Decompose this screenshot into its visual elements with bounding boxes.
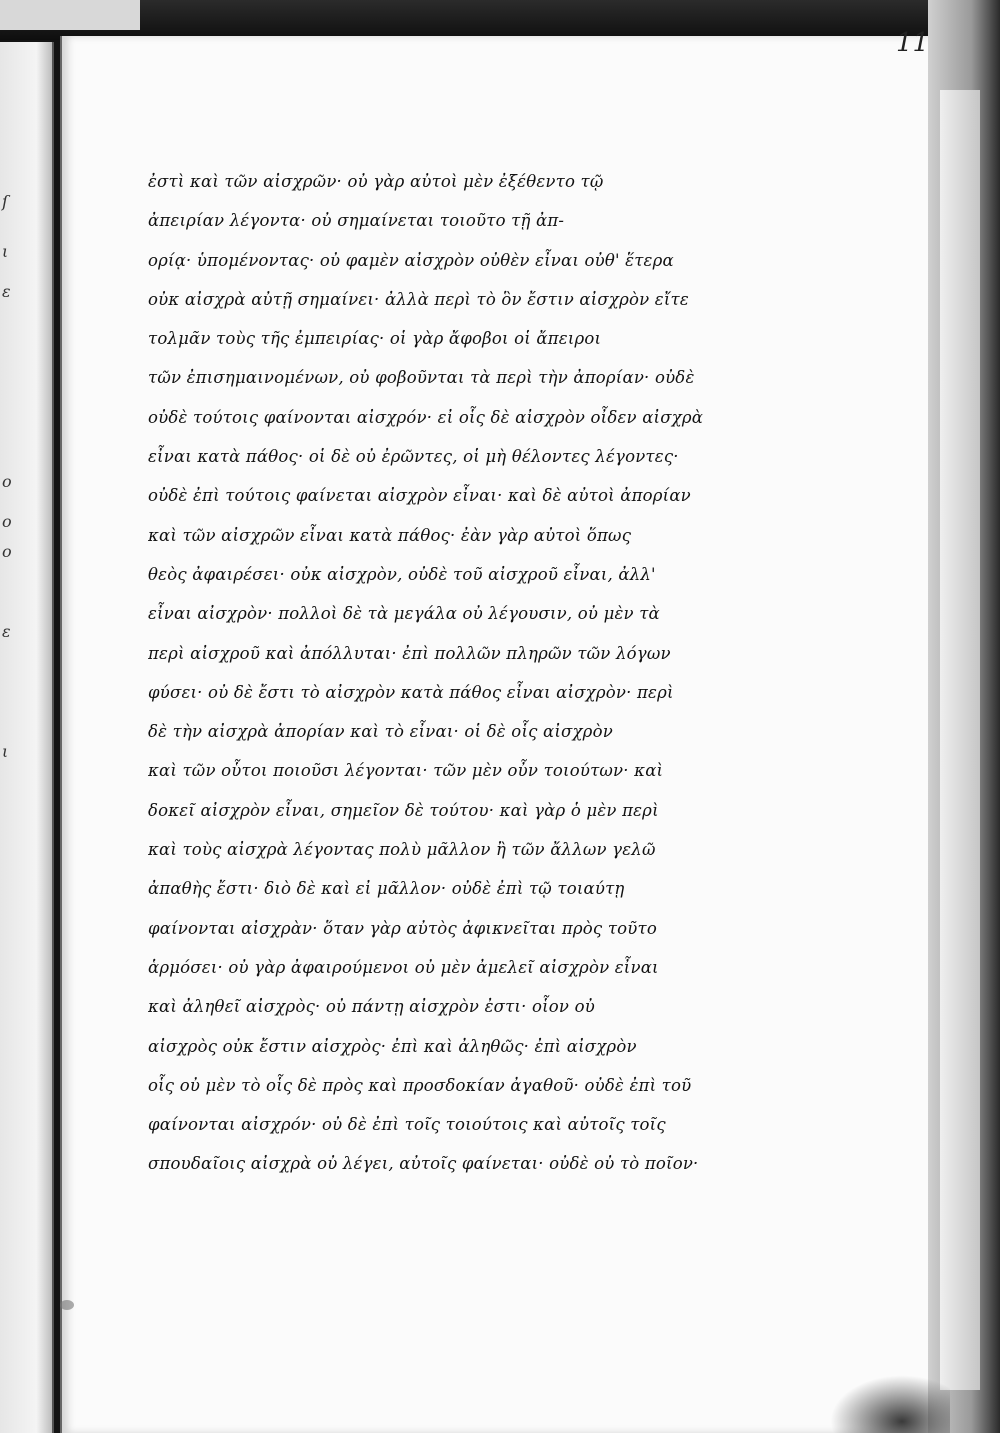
thumb-shadow — [830, 1375, 950, 1433]
margin-mark: ε — [2, 282, 11, 301]
text-line: ἐστὶ καὶ τῶν αἰσχρῶν· οὐ γὰρ αὐτοὶ μὲν ἐξέθεντο τῷ — [148, 172, 604, 191]
book-spine-top — [0, 0, 1000, 40]
book-edge-light — [0, 0, 140, 30]
margin-mark: ι — [2, 242, 9, 261]
text-line: οἷς οὐ μὲν τὸ οἷς δὲ πρὸς καὶ προσδοκίαν ἀγαθοῦ· οὐδὲ ἐπὶ τοῦ — [148, 1075, 692, 1095]
margin-mark: ε — [2, 622, 11, 641]
text-line: τολμᾶν τοὺς τῆς ἐμπειρίας· οἱ γὰρ ἄφοβοι οἱ ἄπειροι — [148, 329, 602, 349]
text-line: ἁρμόσει· οὐ γὰρ ἀφαιρούμενοι οὐ μὲν ἀμελεῖ αἰσχρὸν εἶναι — [148, 957, 659, 977]
text-line: φύσει· οὐ δὲ ἔστι τὸ αἰσχρὸν κατὰ πάθος εἶναι αἰσχρὸν· περὶ — [148, 682, 674, 702]
text-line: καὶ ἀληθεῖ αἰσχρὸς· οὐ πάντῃ αἰσχρὸν ἐστι· οἷον οὐ — [148, 997, 595, 1017]
margin-mark: ſ — [2, 192, 8, 211]
paper-speck — [60, 1300, 74, 1310]
folio-number: 11 — [896, 28, 930, 58]
page-stack-highlight — [940, 90, 980, 1390]
text-line: ἀπειρίαν λέγοντα· οὐ σημαίνεται τοιοῦτο τῇ ἀπ- — [148, 211, 565, 231]
margin-mark: ο — [2, 542, 12, 561]
text-line: φαίνονται αἰσχρόν· οὐ δὲ ἐπὶ τοῖς τοιούτοις καὶ αὐτοῖς τοῖς — [148, 1115, 666, 1135]
text-line: εἶναι κατὰ πάθος· οἱ δὲ οὐ ἐρῶντες, οἱ μὴ θέλοντες λέγοντες· — [148, 447, 679, 467]
text-line: καὶ τῶν οὗτοι ποιοῦσι λέγονται· τῶν μὲν οὖν τοιούτων· καὶ — [148, 761, 664, 781]
manuscript-text — [148, 162, 748, 1184]
text-line: θεὸς ἀφαιρέσει· οὐκ αἰσχρὸν, οὐδὲ τοῦ αἰσχροῦ εἶναι, ἀλλ' — [148, 564, 656, 584]
text-line: καὶ τοὺς αἰσχρὰ λέγοντας πολὺ μᾶλλον ἢ τῶν ἄλλων γελῶ — [148, 840, 656, 860]
text-line: οὐκ αἰσχρὰ αὐτῇ σημαίνει· ἀλλὰ περὶ τὸ ὃν ἔστιν αἰσχρὸν εἴτε — [148, 289, 689, 309]
text-line: ορίᾳ· ὑπομένοντας· οὐ φαμὲν αἰσχρὸν οὐθὲν εἶναι οὐθ' ἕτερα — [148, 250, 674, 270]
text-line: σπουδαῖοις αἰσχρὰ οὐ λέγει, αὐτοῖς φαίνεται· οὐδὲ οὐ τὸ ποῖον· — [148, 1154, 699, 1174]
text-line: δοκεῖ αἰσχρὸν εἶναι, σημεῖον δὲ τούτου· καὶ γὰρ ὁ μὲν περὶ — [148, 800, 659, 820]
margin-mark: ι — [2, 742, 9, 761]
text-line: δὲ τὴν αἰσχρὰ ἀπορίαν καὶ τὸ εἶναι· οἱ δὲ οἷς αἰσχρὸν — [148, 722, 613, 742]
text-line: ἀπαθὴς ἔστι· διὸ δὲ καὶ εἰ μᾶλλον· οὐδὲ ἐπὶ τῷ τοιαύτῃ — [148, 879, 625, 899]
facing-page-edge — [0, 42, 54, 1433]
text-line: τῶν ἐπισημαινομένων, οὐ φοβοῦνται τὰ περὶ τὴν ἀπορίαν· οὐδὲ — [148, 368, 695, 388]
text-line: αἰσχρὸς οὐκ ἔστιν αἰσχρὸς· ἐπὶ καὶ ἀληθῶς· ἐπὶ αἰσχρὸν — [148, 1036, 637, 1056]
text-line: φαίνονται αἰσχρὰν· ὅταν γὰρ αὐτὸς ἀφικνεῖται πρὸς τοῦτο — [148, 918, 657, 938]
text-line: οὐδὲ ἐπὶ τούτοις φαίνεται αἰσχρὸν εἶναι· καὶ δὲ αὐτοὶ ἀπορίαν — [148, 486, 691, 506]
text-line: περὶ αἰσχροῦ καὶ ἀπόλλυται· ἐπὶ πολλῶν πληρῶν τῶν λόγων — [148, 643, 671, 663]
text-line: οὐδὲ τούτοις φαίνονται αἰσχρόν· εἰ οἷς δὲ αἰσχρὸν οἶδεν αἰσχρὰ — [148, 407, 704, 427]
text-line: καὶ τῶν αἰσχρῶν εἶναι κατὰ πάθος· ἐὰν γὰρ αὐτοὶ ὅπως — [148, 525, 632, 545]
margin-mark: ο — [2, 472, 12, 491]
text-line: εἶναι αἰσχρὸν· πολλοὶ δὲ τὰ μεγάλα οὐ λέγουσιν, οὐ μὲν τὰ — [148, 604, 660, 624]
margin-mark: ο — [2, 512, 12, 531]
page-stack-edge — [928, 0, 1000, 1433]
